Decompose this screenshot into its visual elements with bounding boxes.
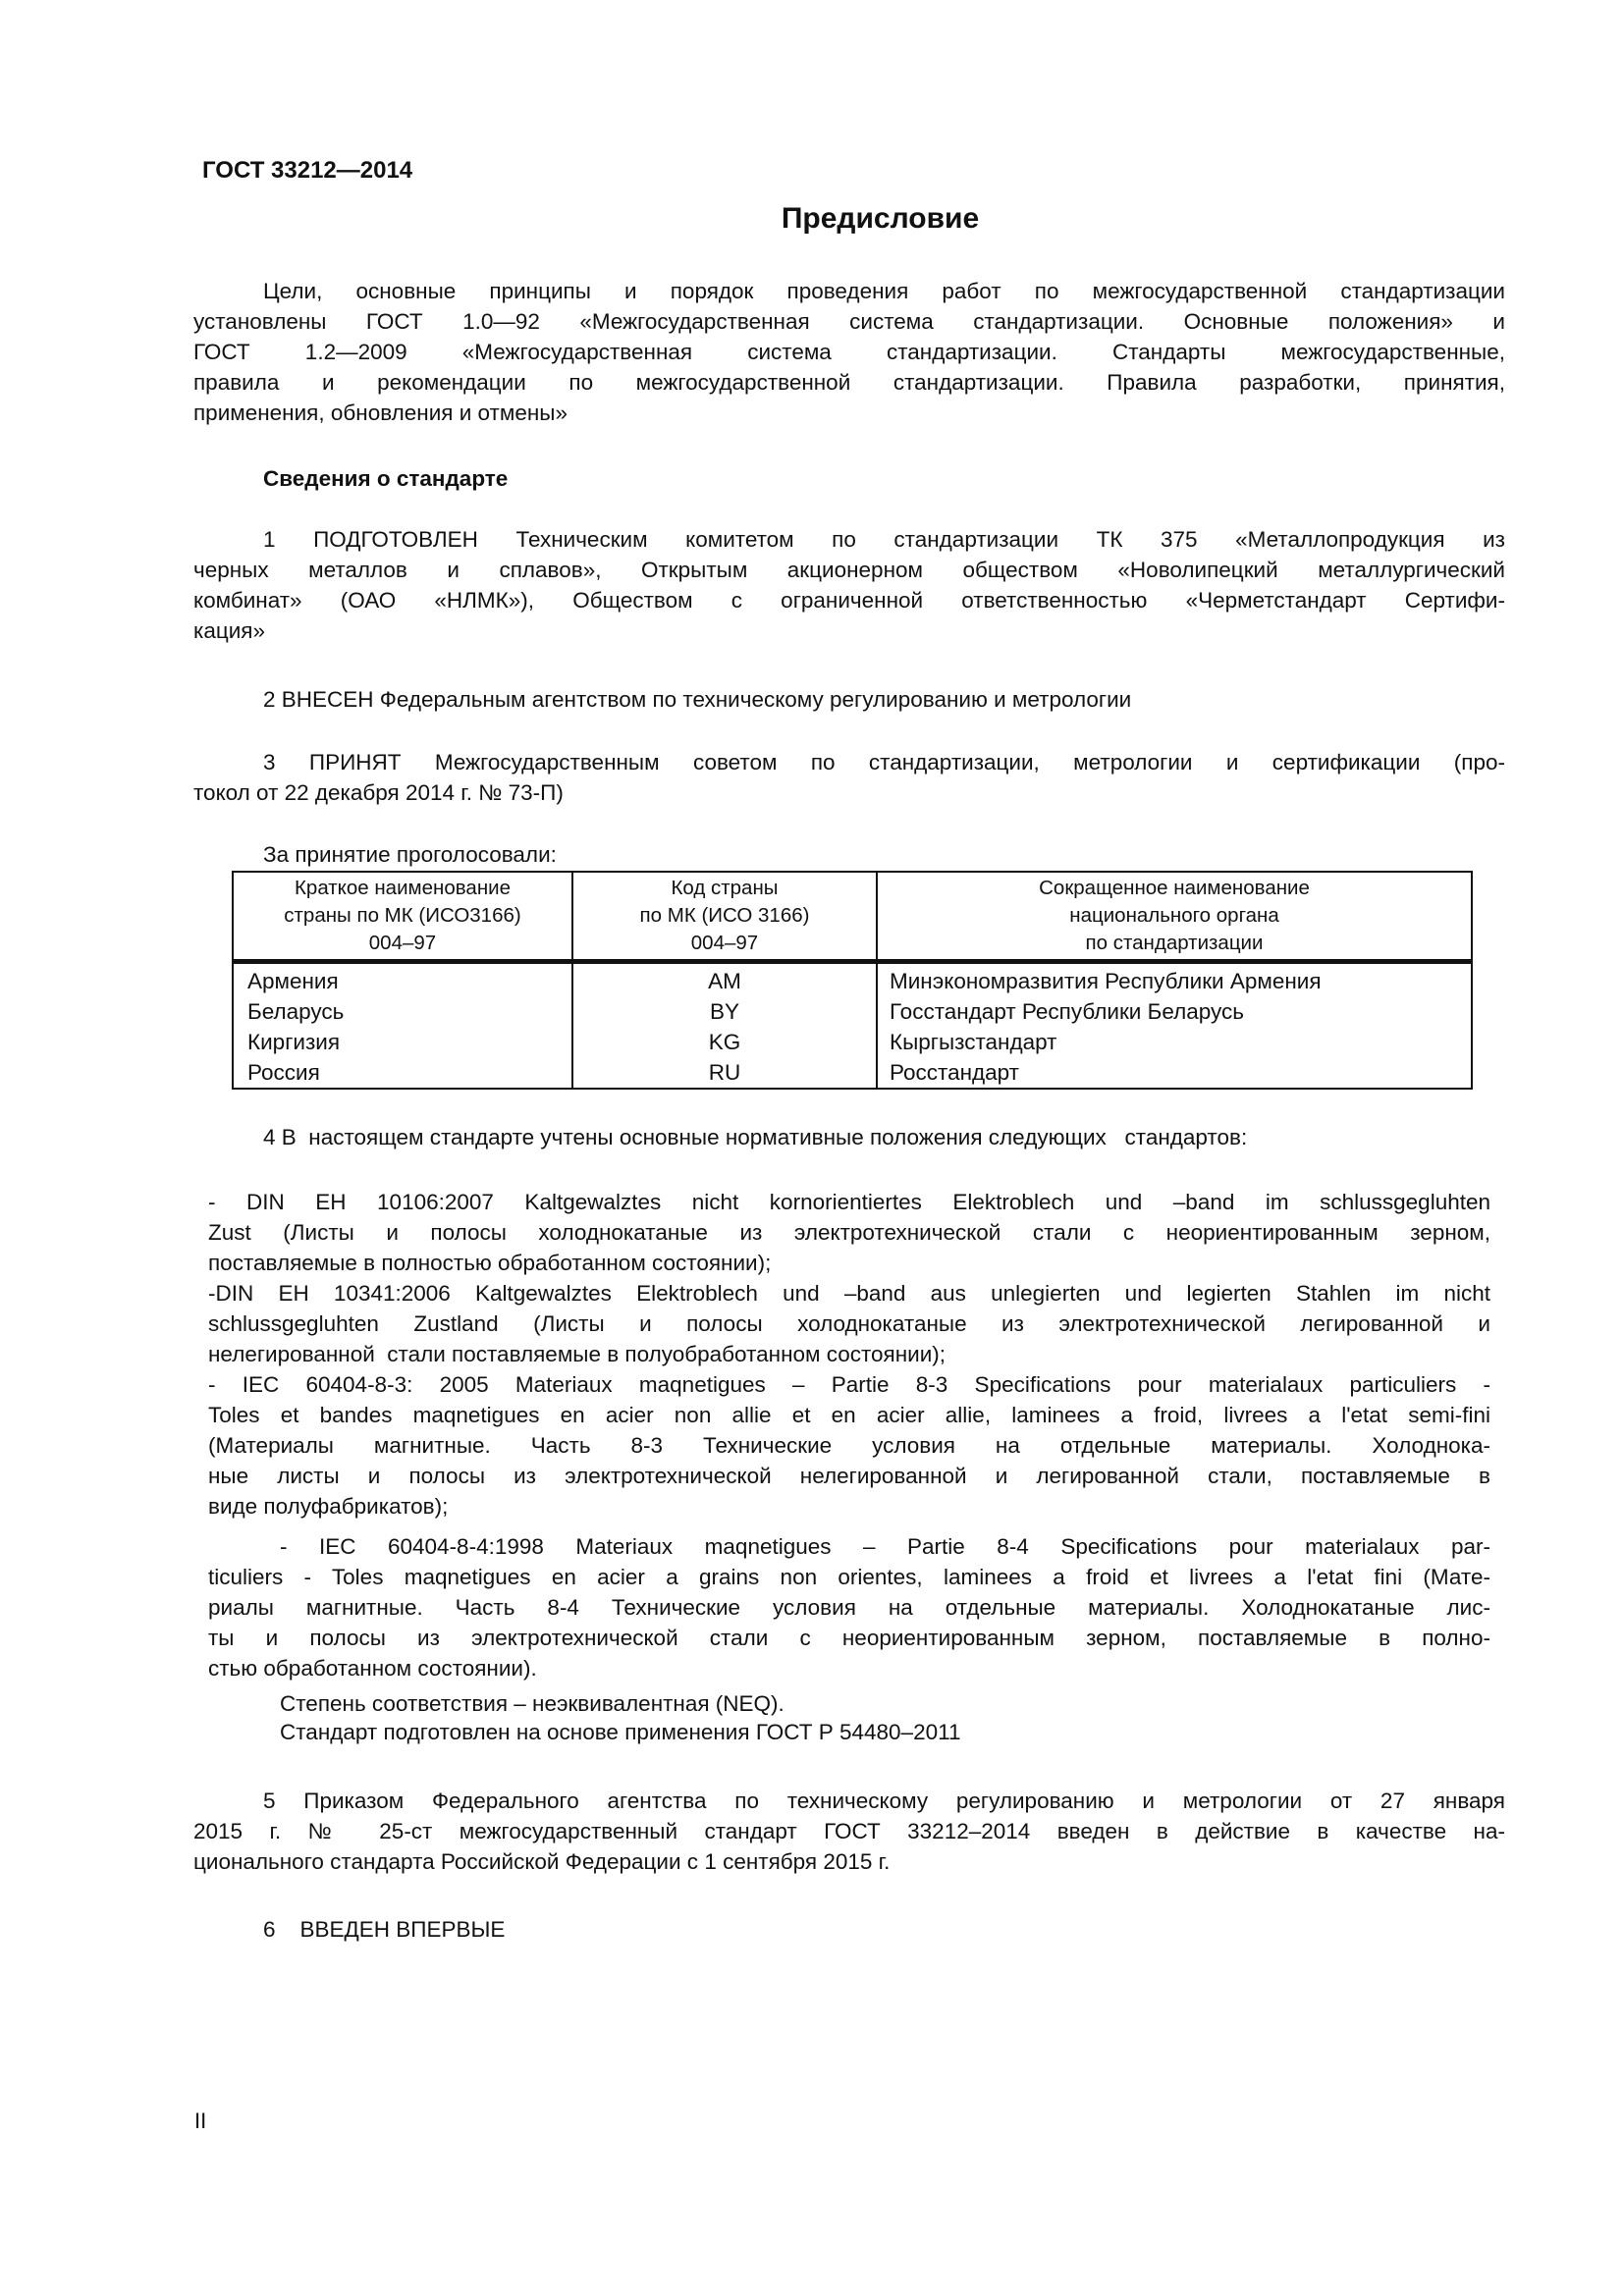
table-header-row <box>233 872 1472 962</box>
list-line: стью обработанном состоянии). <box>208 1656 537 1681</box>
info-item-2: 2 ВНЕСЕН Федеральным агентством по техническому регулированию и метрологии <box>263 687 1132 712</box>
text-line: ционального стандарта Российской Федерации с 1 сентября 2015 г. <box>193 1849 891 1874</box>
text-line: 3 ПРИНЯТ Межгосударственным советом по стандартизации, метрологии и сертификации (про- <box>263 750 1505 774</box>
list-line: виде полуфабрикатов); <box>208 1494 449 1519</box>
text-line: 2015 г. № 25-ст межгосударственный стандарт ГОСТ 33212–2014 введен в действие в качестве на- <box>193 1819 1505 1843</box>
list-line: Toles et bandes maqnetigues en acier non allie et en acier allie, laminees a froid, livrees a l'etat semi-fini <box>208 1403 1490 1427</box>
list-line: -DIN EH 10341:2006 Kaltgewalztes Elektroblech und –band aus unlegierten und legierten Stahlen im nicht <box>208 1281 1490 1306</box>
list-line: - DIN EH 10106:2007 Kaltgewalztes nicht kornorientiertes Elektroblech und –band im schlussgegluhten <box>208 1190 1490 1214</box>
list-line: нелегированной стали поставляемые в полуобработанном состоянии); <box>208 1342 947 1366</box>
list-line: schlussgegluhten Zustland (Листы и полосы холоднокатаные из электротехнической легированной и <box>208 1311 1490 1336</box>
column-header-agency: Сокращенное наименование национального органа по стандартизации <box>877 872 1472 962</box>
list-line: - IEC 60404-8-3: 2005 Materiaux maqnetigues – Partie 8-3 Specifications pour materialaux particuliers - <box>208 1372 1490 1397</box>
country-code: BY <box>709 999 739 1024</box>
list-line: поставляемые в полностью обработанном состоянии); <box>208 1251 772 1275</box>
conformity-degree: Степень соответствия – неэквивалентная (NEQ). <box>280 1691 784 1716</box>
country-name: Армения <box>247 969 339 993</box>
text-line: применения, обновления и отмены» <box>193 400 568 425</box>
agency-name: Росстандарт <box>890 1060 1019 1085</box>
text-line: правила и рекомендации по межгосударственной стандартизации. Правила разработки, принятия, <box>193 370 1505 395</box>
text-line: кация» <box>193 618 266 643</box>
section-heading: Сведения о стандарте <box>263 466 509 491</box>
list-line: ticuliers - Toles maqnetigues en acier a grains non orientes, laminees a froid et livrees a l'etat fini (Мате- <box>208 1565 1490 1589</box>
agency-name: Кыргызстандарт <box>890 1030 1057 1054</box>
info-item-4: 4 В настоящем стандарте учтены основные нормативные положения следующих стандартов: <box>263 1125 1248 1149</box>
text-line: комбинат» (ОАО «НЛМК»), Обществом с ограниченной ответственностью «Черметстандарт Сертифи- <box>193 588 1505 613</box>
list-line: - IEC 60404-8-4:1998 Materiaux maqnetigues – Partie 8-4 Specifications pour materialaux par- <box>280 1534 1490 1559</box>
text-line: ГОСТ 1.2—2009 «Межгосударственная система стандартизации. Стандарты межгосударственные, <box>193 340 1505 364</box>
page-title: Предисловие <box>781 202 980 235</box>
country-code: RU <box>708 1060 741 1085</box>
text-line: 5 Приказом Федерального агентства по техническому регулированию и метрологии от 27 января <box>263 1789 1505 1813</box>
agency-name: Минэкономразвития Республики Армения <box>890 969 1322 993</box>
text-line: 1 ПОДГОТОВЛЕН Техническим комитетом по стандартизации ТК 375 «Металлопродукция из <box>263 527 1505 552</box>
column-header-country: Краткое наименование страны по МК (ИСО3166) 004–97 <box>233 872 572 962</box>
list-line: ты и полосы из электротехнической стали с неориентированным зерном, поставляемые в полно- <box>208 1626 1490 1650</box>
page-number: II <box>194 2109 207 2133</box>
list-line: Zust (Листы и полосы холоднокатаные из электротехнической стали с неориентированным зерном, <box>208 1220 1490 1245</box>
text-line: Цели, основные принципы и порядок проведения работ по межгосударственной стандартизации <box>263 279 1505 303</box>
text-line: установлены ГОСТ 1.0—92 «Межгосударственная система стандартизации. Основные положения» и <box>193 309 1505 334</box>
country-name: Россия <box>247 1060 320 1085</box>
list-line: (Материалы магнитные. Часть 8-3 Технические условия на отдельные материалы. Холоднока- <box>208 1433 1490 1458</box>
text-line: черных металлов и сплавов», Открытым акционерном обществом «Новолипецкий металлургический <box>193 558 1505 582</box>
voted-label: За принятие проголосовали: <box>263 842 557 867</box>
column-header-code: Код страны по МК (ИСО 3166) 004–97 <box>572 872 877 962</box>
info-item-6: 6 ВВЕДЕН ВПЕРВЫЕ <box>263 1917 506 1942</box>
country-code: KG <box>708 1030 741 1054</box>
basis-statement: Стандарт подготовлен на основе применения ГОСТ Р 54480–2011 <box>280 1720 961 1744</box>
agency-name: Госстандарт Республики Беларусь <box>890 999 1245 1024</box>
country-name: Беларусь <box>247 999 345 1024</box>
text-line: токол от 22 декабря 2014 г. № 73-П) <box>193 780 564 805</box>
table-row <box>233 962 1472 1090</box>
country-name: Киргизия <box>247 1030 341 1054</box>
list-line: ные листы и полосы из электротехнической нелегированной и легированной стали, поставляемые в <box>208 1464 1490 1488</box>
list-line: риалы магнитные. Часть 8-4 Технические условия на отдельные материалы. Холоднокатаные лис- <box>208 1595 1490 1620</box>
document-code: ГОСТ 33212—2014 <box>202 157 413 184</box>
country-code: AM <box>708 969 741 993</box>
vote-table <box>232 871 1473 1090</box>
